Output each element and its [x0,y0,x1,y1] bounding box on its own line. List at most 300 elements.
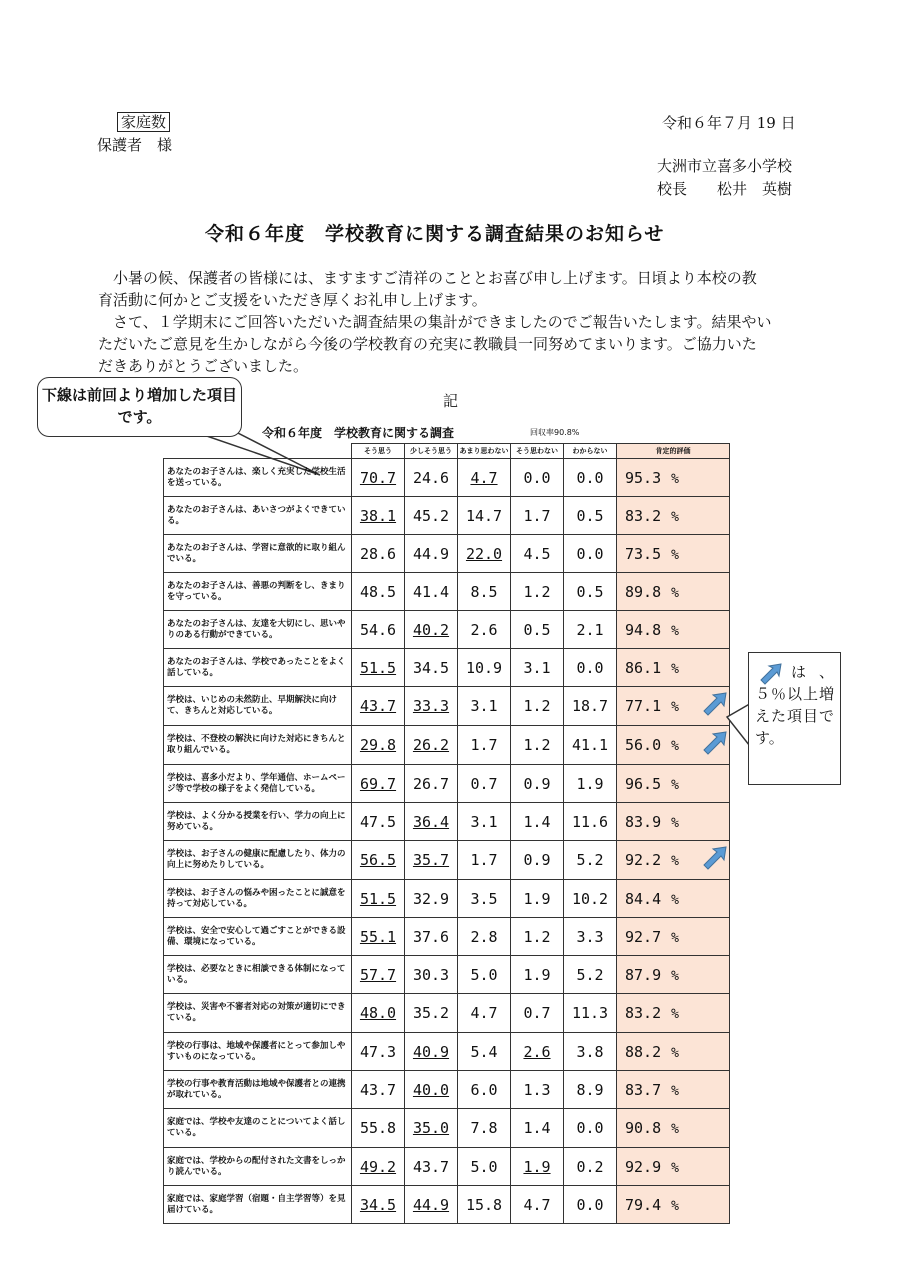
value-cell [458,1109,511,1148]
value-cell [564,765,617,803]
positive-rating-value: 92.9 [625,1157,662,1176]
value-cell [405,687,458,726]
question-cell: 学校の行事は、地域や保護者にとって参加しやすいものになっている。 [164,1033,352,1071]
value-cell [352,687,405,726]
question-cell: 学校は、不登校の解決に向けた対応にきちんと取り組んでいる。 [164,726,352,765]
col-header: そう思わない [511,444,564,459]
value-cell [564,956,617,994]
positive-rating-cell [617,994,730,1033]
value-text: 1.9 [576,774,604,793]
value-text: 22.0 [465,544,503,563]
percent-unit: % [671,585,679,601]
question-cell: 家庭では、学校からの配付された文書をしっかり読んでいる。 [164,1148,352,1186]
question-cell: 学校は、お子さんの健康に配慮したり、体力の向上に努めたりしている。 [164,841,352,880]
value-text: 10.2 [571,889,609,908]
positive-rating-value: 86.1 [625,658,662,677]
percent-unit: % [671,661,679,677]
value-cell [511,1148,564,1186]
value-text: 51.5 [359,658,397,677]
value-cell [458,649,511,687]
table-row [164,956,730,994]
value-cell [511,1033,564,1071]
question-cell: 学校は、喜多小だより、学年通信、ホームページ等で学校の様子をよく発信している。 [164,765,352,803]
value-text: 3.8 [576,1042,604,1061]
positive-rating-value: 83.2 [625,1004,662,1022]
value-cell [352,459,405,497]
value-text: 15.8 [465,1195,503,1214]
value-text: 1.2 [523,697,551,715]
value-text: 1.3 [523,1080,551,1099]
positive-rating-value: 89.8 [625,582,662,601]
value-text: 1.4 [523,812,551,831]
value-text: 10.9 [465,658,503,677]
value-text: 4.5 [523,544,551,563]
value-cell [511,459,564,497]
value-cell [564,918,617,956]
value-cell [352,918,405,956]
col-header: わからない [564,444,617,459]
value-text: 1.2 [523,736,551,754]
value-text: 37.6 [412,927,450,946]
value-text: 43.7 [359,697,397,715]
value-cell [352,535,405,573]
value-text: 57.7 [359,965,397,984]
table-row [164,1186,730,1224]
table-row [164,918,730,956]
positive-rating-cell [617,1071,730,1109]
value-text: 38.1 [359,506,397,525]
up-arrow-icon [702,846,728,872]
value-text: 5.0 [470,965,498,984]
intro-paragraph [98,267,838,377]
value-text: 49.2 [359,1157,397,1176]
value-cell [352,1109,405,1148]
value-cell [405,497,458,535]
value-text: 1.9 [523,1157,551,1176]
value-text: 55.8 [359,1119,397,1137]
value-cell [458,573,511,611]
value-text: 44.9 [412,544,450,563]
value-cell [458,1148,511,1186]
ki-heading: 記 [443,392,459,410]
up-arrow-icon [702,731,728,757]
question-cell: 家庭では、学校や友達のことについてよく話している。 [164,1109,352,1148]
value-cell [458,611,511,649]
value-cell [564,1148,617,1186]
percent-unit: % [671,1007,679,1022]
value-cell [352,994,405,1033]
value-cell [511,573,564,611]
value-text: 41.1 [571,736,609,754]
value-text: 40.9 [412,1042,450,1061]
p2-line2: ただいたご意見を生かしながら今後の学校教育の充実に教職員一同努めてまいります。ご協力いた [98,335,757,353]
recipient-tag: 家庭数 [117,112,170,132]
value-cell [564,687,617,726]
value-text: 70.7 [359,468,397,487]
percent-unit: % [671,968,679,984]
value-cell [564,535,617,573]
value-cell [458,497,511,535]
positive-rating-cell [617,765,730,803]
value-cell [405,1033,458,1071]
value-cell [511,497,564,535]
value-text: 26.2 [412,736,450,754]
value-text: 36.4 [412,812,450,831]
positive-rating-value: 96.5 [625,774,662,793]
table-row [164,459,730,497]
value-text: 48.5 [359,582,397,601]
positive-rating-cell [617,497,730,535]
value-cell [511,880,564,918]
value-cell [564,1109,617,1148]
value-text: 0.0 [576,468,604,487]
question-cell: 学校は、安全で安心して過ごすことができる設備、環境になっている。 [164,918,352,956]
positive-rating-value: 83.2 [625,506,662,525]
value-text: 3.5 [470,889,498,908]
survey-title: 令和６年度 学校教育に関する調査 [262,426,455,440]
value-text: 4.7 [523,1195,551,1214]
value-cell [511,956,564,994]
value-cell [458,765,511,803]
percent-unit: % [671,1160,679,1176]
value-text: 0.9 [523,774,551,793]
question-cell: 学校の行事や教育活動は地域や保護者との連携が取れている。 [164,1071,352,1109]
value-text: 1.9 [523,889,551,908]
percent-unit: % [671,1198,679,1214]
value-text: 29.8 [359,736,397,754]
question-cell: 学校は、お子さんの悩みや困ったことに誠意を持って対応している。 [164,880,352,918]
value-cell [405,765,458,803]
value-text: 1.2 [523,582,551,601]
value-text: 14.7 [465,506,503,525]
percent-unit: % [671,1122,679,1137]
value-cell [405,1186,458,1224]
value-text: 0.0 [576,1195,604,1214]
value-text: 41.4 [412,582,450,601]
positive-rating-cell [617,1109,730,1148]
table-row [164,1148,730,1186]
value-cell [405,880,458,918]
value-cell [352,803,405,841]
value-text: 28.6 [359,544,397,563]
col-header: あまり思わない [458,444,511,459]
value-text: 0.2 [576,1157,604,1176]
positive-rating-value: 83.7 [625,1080,662,1099]
percent-unit: % [671,1045,679,1061]
table-row [164,1109,730,1148]
value-cell [352,649,405,687]
page-title: 令和６年度 学校教育に関する調査結果のお知らせ [205,223,665,245]
value-cell [458,803,511,841]
percent-unit: % [671,854,679,869]
p1-line2: 育活動に何かとご支援をいただき厚くお礼申し上げます。 [98,291,487,309]
value-cell [458,535,511,573]
value-cell [352,1148,405,1186]
table-row [164,765,730,803]
value-text: 0.7 [523,1004,551,1022]
value-text: 5.4 [470,1042,498,1061]
positive-rating-value: 79.4 [625,1195,662,1214]
value-text: 1.4 [523,1119,551,1137]
value-cell [352,726,405,765]
value-cell [511,1186,564,1224]
value-text: 0.7 [470,774,498,793]
table-row [164,726,730,765]
value-text: 7.8 [470,1119,498,1137]
positive-rating-value: 95.3 [625,468,662,487]
positive-rating-value: 83.9 [625,812,662,831]
principal-name: 校長 松井 英樹 [657,180,793,198]
value-cell [564,573,617,611]
value-text: 6.0 [470,1080,498,1099]
question-cell: 学校は、よく分かる授業を行い、学力の向上に努めている。 [164,803,352,841]
up-arrow-icon [759,663,783,685]
value-cell [511,918,564,956]
value-cell [511,803,564,841]
value-cell [511,994,564,1033]
positive-rating-cell [617,649,730,687]
value-cell [352,497,405,535]
value-cell [405,1109,458,1148]
value-cell [405,803,458,841]
positive-rating-cell [617,956,730,994]
positive-rating-value: 90.8 [625,1119,662,1137]
arrow-note-callout [748,652,841,785]
percent-unit: % [671,1083,679,1099]
table-row [164,535,730,573]
p2-line3: だきありがとうございました。 [98,357,309,375]
value-cell [458,841,511,880]
p1-line1: 小暑の候、保護者の皆様には、ますますご清祥のこととお喜び申し上げます。日頃より本校の教 [113,269,757,287]
table-row [164,1071,730,1109]
positive-rating-value: 92.7 [625,927,662,946]
p2-line1: さて、１学期末にご回答いただいた調査結果の集計ができましたのでご報告いたします。結果やい [113,313,772,331]
positive-rating-value: 92.2 [625,851,662,869]
col-header: 少しそう思う [405,444,458,459]
positive-rating-value: 88.2 [625,1042,662,1061]
value-cell [458,1071,511,1109]
value-text: 44.9 [412,1195,450,1214]
value-text: 47.3 [359,1042,397,1061]
value-text: 5.2 [576,851,604,869]
value-text: 0.0 [576,1119,604,1137]
percent-unit: % [671,930,679,946]
percent-unit: % [671,815,679,831]
value-text: 55.1 [359,927,397,946]
value-text: 3.1 [470,697,498,715]
value-cell [564,611,617,649]
table-row [164,687,730,726]
value-text: 56.5 [359,851,397,869]
table-row [164,880,730,918]
percent-unit: % [671,623,679,639]
value-text: 0.5 [523,620,551,639]
school-name: 大洲市立喜多小学校 [657,157,793,175]
value-text: 1.2 [523,927,551,946]
value-text: 40.0 [412,1080,450,1099]
positive-rating-cell [617,573,730,611]
value-cell [564,1186,617,1224]
value-cell [352,611,405,649]
positive-rating-cell [617,803,730,841]
value-text: 8.9 [576,1080,604,1099]
value-text: 35.7 [412,851,450,869]
value-cell [405,1071,458,1109]
positive-rating-value: 56.0 [625,736,662,754]
value-cell [405,994,458,1033]
value-cell [511,1071,564,1109]
value-text: 5.0 [470,1157,498,1176]
question-cell: あなたのお子さんは、楽しく充実した学校生活を送っている。 [164,459,352,497]
positive-rating-cell [617,611,730,649]
value-text: 1.9 [523,965,551,984]
value-text: 1.7 [470,851,498,869]
value-text: 0.0 [576,658,604,677]
value-cell [458,918,511,956]
underline-note-callout [37,377,242,437]
underline-note-text: 下線は前回より増加した項目です。 [42,386,238,426]
value-text: 11.6 [571,812,609,831]
value-text: 45.2 [412,506,450,525]
value-cell [405,611,458,649]
value-cell [511,726,564,765]
value-cell [511,687,564,726]
percent-unit: % [671,739,679,754]
value-text: 0.5 [576,582,604,601]
value-cell [511,1109,564,1148]
value-text: 5.2 [576,965,604,984]
value-cell [458,1033,511,1071]
recipient: 保護者 様 [97,136,173,154]
value-text: 43.7 [359,1080,397,1099]
value-text: 30.3 [412,965,450,984]
arrow-note-text: は、５％以上増えた項目です。 [755,663,834,747]
percent-unit: % [671,547,679,563]
table-row [164,803,730,841]
table-row [164,994,730,1033]
value-cell [405,726,458,765]
value-cell [564,1071,617,1109]
value-text: 54.6 [359,620,397,639]
value-cell [405,535,458,573]
value-text: 2.6 [470,620,498,639]
positive-rating-cell [617,535,730,573]
question-cell: 学校は、いじめの未然防止、早期解決に向けて、きちんと対応している。 [164,687,352,726]
value-text: 26.7 [412,774,450,793]
table-row [164,1033,730,1071]
value-text: 32.9 [412,889,450,908]
positive-rating-cell [617,880,730,918]
positive-rating-cell [617,918,730,956]
positive-rating-value: 87.9 [625,965,662,984]
header-blank [164,444,352,459]
value-text: 3.1 [470,812,498,831]
question-cell: 学校は、災害や不審者対応の対策が適切にできている。 [164,994,352,1033]
value-cell [352,1071,405,1109]
value-cell [511,649,564,687]
value-cell [405,573,458,611]
value-text: 43.7 [412,1157,450,1176]
value-text: 0.9 [523,851,551,869]
positive-rating-value: 73.5 [625,544,662,563]
table-row [164,497,730,535]
question-cell: 家庭では、家庭学習（宿題・自主学習等）を見届けている。 [164,1186,352,1224]
table-row [164,573,730,611]
value-text: 3.1 [523,658,551,677]
value-text: 11.3 [571,1004,609,1022]
positive-rating-cell [617,1033,730,1071]
value-cell [352,1186,405,1224]
value-cell [352,841,405,880]
value-cell [352,573,405,611]
value-cell [511,765,564,803]
value-text: 51.5 [359,889,397,908]
value-cell [458,994,511,1033]
percent-unit: % [671,509,679,525]
question-cell: あなたのお子さんは、学校であったことをよく話している。 [164,649,352,687]
percent-unit: % [671,471,679,487]
value-cell [352,880,405,918]
value-cell [352,765,405,803]
question-cell: あなたのお子さんは、善悪の判断をし、きまりを守っている。 [164,573,352,611]
table-row [164,649,730,687]
value-text: 40.2 [412,620,450,639]
value-cell [405,1148,458,1186]
percent-unit: % [671,777,679,793]
value-text: 3.3 [576,927,604,946]
value-cell [564,880,617,918]
table-row [164,611,730,649]
value-cell [564,459,617,497]
value-cell [352,956,405,994]
value-cell [458,1186,511,1224]
value-text: 0.0 [576,544,604,563]
value-cell [564,497,617,535]
value-cell [458,687,511,726]
positive-rating-cell [617,459,730,497]
question-cell: あなたのお子さんは、友達を大切にし、思いやりのある行動ができている。 [164,611,352,649]
positive-rating-value: 77.1 [625,697,662,715]
response-rate: 回収率90.8% [530,428,580,437]
value-cell [564,726,617,765]
value-cell [458,726,511,765]
value-text: 4.7 [470,468,498,487]
col-header: そう思う [352,444,405,459]
value-cell [564,994,617,1033]
value-cell [405,459,458,497]
positive-rating-cell [617,1186,730,1224]
value-text: 2.1 [576,620,604,639]
positive-rating-value: 94.8 [625,620,662,639]
survey-table [163,443,730,1224]
question-cell: あなたのお子さんは、学習に意欲的に取り組んでいる。 [164,535,352,573]
positive-rating-cell [617,1148,730,1186]
value-cell [511,535,564,573]
value-text: 24.6 [412,468,450,487]
question-cell: 学校は、必要なときに相談できる体制になっている。 [164,956,352,994]
value-text: 8.5 [470,582,498,601]
question-cell: あなたのお子さんは、あいさつがよくできている。 [164,497,352,535]
positive-rating-value: 84.4 [625,889,662,908]
value-text: 1.7 [470,736,498,754]
value-text: 34.5 [359,1195,397,1214]
value-cell [405,956,458,994]
percent-unit: % [671,892,679,908]
value-text: 18.7 [571,697,609,715]
value-text: 33.3 [412,697,450,715]
value-text: 2.6 [523,1042,551,1061]
value-cell [564,1033,617,1071]
